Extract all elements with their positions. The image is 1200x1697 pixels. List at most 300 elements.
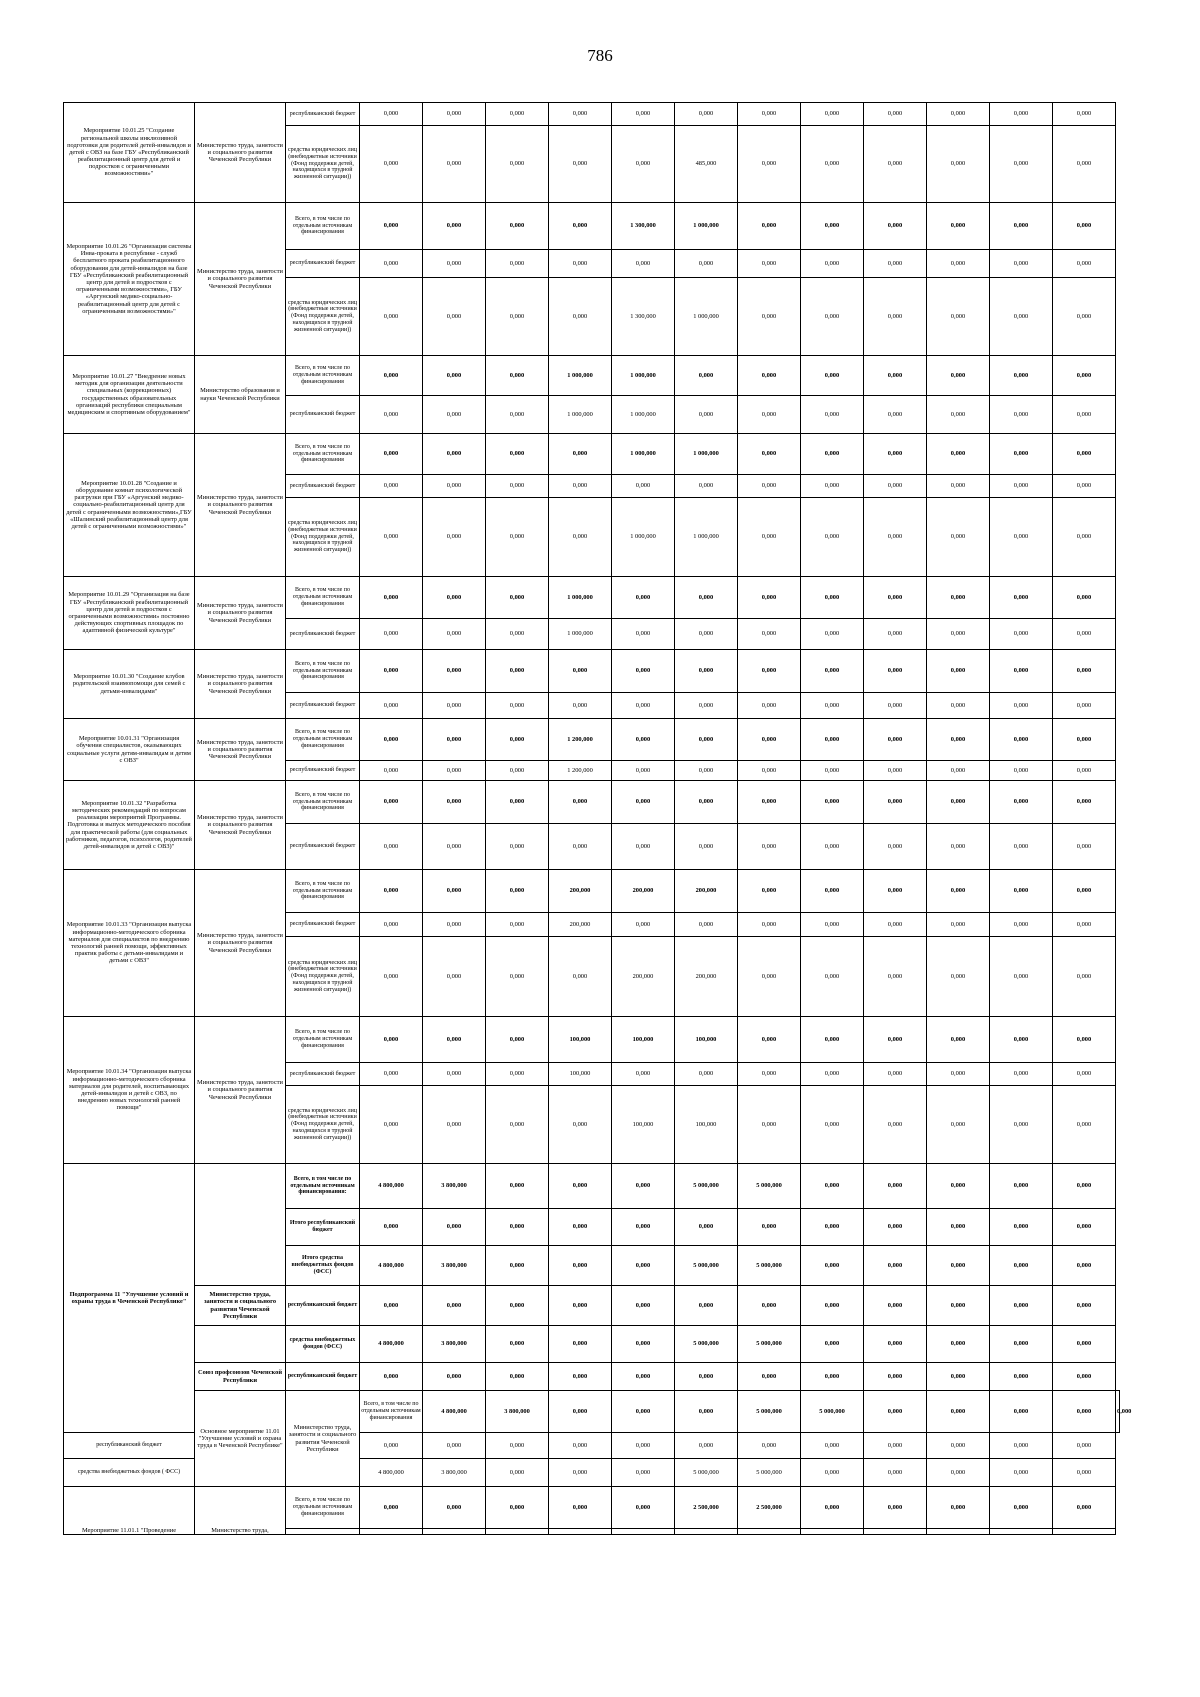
table-row [64,719,1120,761]
amount-cell: 0,000 [927,1063,990,1086]
amount-cell: 0,000 [423,693,486,719]
amount-cell: 5 000,000 [738,1326,801,1363]
amount-cell: 0,000 [801,1063,864,1086]
amount-cell: 0,000 [549,1459,612,1487]
amount-cell: 0,000 [927,1246,990,1286]
amount-cell: 0,000 [801,1246,864,1286]
amount-cell: 200,000 [612,870,675,913]
amount-cell: 0,000 [801,719,864,761]
amount-cell: 0,000 [675,761,738,781]
responsible-executor-cell: Министерство труда, занятости и социального развития Чеченской Республики [195,577,286,650]
amount-cell: 0,000 [486,650,549,693]
amount-cell: 0,000 [549,1433,612,1459]
amount-cell: 0,000 [990,870,1053,913]
amount-cell: 0,000 [1053,1286,1116,1326]
responsible-executor-cell: Министерство образования и науки Чеченской Республики [195,356,286,434]
amount-cell: 1 000,000 [549,396,612,434]
amount-cell: 0,000 [486,761,549,781]
amount-cell: 0,000 [990,1433,1053,1459]
amount-cell: 0,000 [738,824,801,870]
activity-name-cell: Мероприятие 10.01.31 "Организация обучения специалистов, оказывающих социальные услуги детям-инвалидам и детям с ОВЗ" [64,719,195,781]
amount-cell: 0,000 [360,870,423,913]
amount-cell: 0,000 [864,913,927,937]
amount-cell: 0,000 [1053,913,1116,937]
table-row [64,356,1120,396]
amount-cell: 0,000 [360,250,423,278]
amount-cell: 0,000 [801,1086,864,1164]
amount-cell: 0,000 [423,781,486,824]
table-row [64,1326,1120,1363]
amount-cell: 0,000 [864,1391,927,1433]
amount-cell: 0,000 [675,250,738,278]
amount-cell: 0,000 [612,650,675,693]
amount-cell: 0,000 [612,719,675,761]
amount-cell: 0,000 [486,870,549,913]
amount-cell: 1 000,000 [675,278,738,356]
amount-cell: 0,000 [423,250,486,278]
amount-cell: 0,000 [486,126,549,203]
amount-cell: 0,000 [801,1326,864,1363]
amount-cell: 0,000 [1116,1391,1120,1433]
amount-cell: 0,000 [927,1164,990,1209]
amount-cell: 0,000 [801,1433,864,1459]
amount-cell: 0,000 [423,577,486,619]
funding-source-cell: республиканский бюджет [286,103,360,126]
amount-cell: 0,000 [549,1086,612,1164]
amount-cell: 0,000 [549,475,612,498]
amount-cell: 4 800,000 [360,1326,423,1363]
amount-cell: 0,000 [864,1246,927,1286]
amount-cell: 0,000 [864,356,927,396]
activity-name-cell: Мероприятие 10.01.25 "Создание региональной школы инклюзивной подготовки для родителей детей-инвалидов и детей с ОВЗ на базе ГБУ «Республиканский реабилитационный центр для детей и подростков с ограниченными возможностями»" [64,103,195,203]
amount-cell: 4 800,000 [360,1246,423,1286]
amount-cell: 0,000 [675,1286,738,1326]
amount-cell: 0,000 [486,619,549,650]
amount-cell: 0,000 [486,781,549,824]
amount-cell: 0,000 [1053,1246,1116,1286]
amount-cell: 0,000 [738,1017,801,1063]
amount-cell: 1 000,000 [675,434,738,475]
funding-source-cell: республиканский бюджет [286,396,360,434]
amount-cell: 0,000 [738,103,801,126]
amount-cell: 0,000 [927,577,990,619]
amount-cell: 0,000 [738,278,801,356]
page-number: 786 [587,46,613,65]
amount-cell: 0,000 [801,870,864,913]
table-row [64,1286,1120,1326]
amount-cell: 0,000 [1053,870,1116,913]
amount-cell: 0,000 [612,1487,675,1529]
amount-cell: 0,000 [423,870,486,913]
amount-cell: 0,000 [549,1209,612,1246]
funding-source-cell: республиканский бюджет [286,913,360,937]
amount-cell: 0,000 [612,761,675,781]
funding-source-cell: средства внебюджетных фондов ( ФСС) [64,1459,195,1487]
amount-cell: 0,000 [801,650,864,693]
amount-cell: 0,000 [738,913,801,937]
amount-cell: 0,000 [1053,1433,1116,1459]
amount-cell: 200,000 [612,937,675,1017]
amount-cell: 0,000 [801,356,864,396]
amount-cell: 5 000,000 [738,1246,801,1286]
amount-cell [864,1529,927,1535]
amount-cell: 0,000 [360,781,423,824]
amount-cell: 0,000 [675,577,738,619]
amount-cell: 0,000 [486,475,549,498]
funding-source-cell: республиканский бюджет [286,1063,360,1086]
amount-cell: 0,000 [738,693,801,719]
funding-source-cell: республиканский бюджет [286,475,360,498]
funding-source-cell: Всего, в том числе по отдельным источникам финансирования [286,356,360,396]
amount-cell: 0,000 [423,1487,486,1529]
funding-source-cell: республиканский бюджет [286,1286,360,1326]
amount-cell: 1 300,000 [612,203,675,250]
amount-cell: 0,000 [1053,475,1116,498]
amount-cell: 0,000 [864,761,927,781]
amount-cell: 0,000 [1053,434,1116,475]
amount-cell: 0,000 [864,577,927,619]
amount-cell: 0,000 [990,650,1053,693]
amount-cell: 0,000 [1053,619,1116,650]
amount-cell: 0,000 [612,1363,675,1391]
amount-cell: 0,000 [612,1286,675,1326]
responsible-executor-cell: Министерство труда, занятости и социального развития Чеченской Республики [195,203,286,356]
amount-cell: 0,000 [1053,1459,1116,1487]
responsible-executor-cell: Министерство труда, занятости и социального развития Чеченской Республики [195,870,286,1017]
amount-cell: 1 000,000 [549,577,612,619]
amount-cell: 0,000 [801,103,864,126]
amount-cell: 1 200,000 [549,761,612,781]
funding-source-cell: средства юридических лиц (внебюджетные источники (Фонд поддержки детей, находящихся в трудной жизненной ситуации)) [286,1086,360,1164]
amount-cell: 0,000 [990,250,1053,278]
table-row [64,1017,1120,1063]
table-row [64,1391,1120,1433]
amount-cell: 0,000 [1053,498,1116,577]
amount-cell: 100,000 [675,1017,738,1063]
amount-cell: 0,000 [612,475,675,498]
amount-cell: 0,000 [990,781,1053,824]
amount-cell: 0,000 [423,475,486,498]
amount-cell: 0,000 [927,1086,990,1164]
amount-cell: 0,000 [1053,1063,1116,1086]
amount-cell: 0,000 [1053,824,1116,870]
amount-cell: 0,000 [486,577,549,619]
amount-cell: 0,000 [423,203,486,250]
amount-cell: 3 800,000 [423,1164,486,1209]
amount-cell: 0,000 [360,498,423,577]
amount-cell: 3 800,000 [423,1246,486,1286]
responsible-executor-cell: Министерство труда, занятости и социального развития Чеченской Республики [195,1286,286,1326]
amount-cell: 5 000,000 [675,1459,738,1487]
amount-cell: 0,000 [864,781,927,824]
amount-cell: 0,000 [675,475,738,498]
funding-source-cell: Всего, в том числе по отдельным источникам финансирования [286,1017,360,1063]
responsible-executor-cell: Министерство труда, занятости и социального развития Чеченской Республики [195,650,286,719]
amount-cell: 0,000 [486,937,549,1017]
amount-cell: 0,000 [1053,577,1116,619]
amount-cell: 1 000,000 [612,498,675,577]
amount-cell: 0,000 [990,278,1053,356]
amount-cell: 0,000 [738,126,801,203]
amount-cell: 0,000 [612,913,675,937]
funding-source-cell: Всего, в том числе по отдельным источникам финансирования: [286,1164,360,1209]
responsible-executor-cell: Министерство труда, [195,1487,286,1535]
amount-cell: 0,000 [927,250,990,278]
funding-source-cell: средства юридических лиц (внебюджетные источники (Фонд поддержки детей, находящихся в трудной жизненной ситуации)) [286,126,360,203]
amount-cell: 0,000 [801,126,864,203]
amount-cell: 0,000 [549,1326,612,1363]
funding-source-cell: Всего, в том числе по отдельным источникам финансирования [286,650,360,693]
responsible-executor-cell: Министерство труда, занятости и социального развития Чеченской Республики [195,1017,286,1164]
amount-cell: 0,000 [864,937,927,1017]
amount-cell: 0,000 [423,719,486,761]
amount-cell: 0,000 [1053,203,1116,250]
amount-cell: 5 000,000 [675,1164,738,1209]
amount-cell: 0,000 [360,650,423,693]
amount-cell [990,1529,1053,1535]
amount-cell: 0,000 [801,203,864,250]
amount-cell: 0,000 [738,781,801,824]
amount-cell: 0,000 [675,719,738,761]
activity-name-cell: Основное мероприятие 11.01 "Улучшение условий и охрана труда в Чеченской Республике" [195,1391,286,1487]
amount-cell: 0,000 [738,870,801,913]
amount-cell: 0,000 [990,1246,1053,1286]
amount-cell: 0,000 [990,203,1053,250]
amount-cell: 0,000 [1053,781,1116,824]
amount-cell: 0,000 [801,761,864,781]
funding-source-cell: Итого средства внебюджетных фондов (ФСС) [286,1246,360,1286]
amount-cell: 0,000 [801,1017,864,1063]
amount-cell: 0,000 [864,693,927,719]
amount-cell: 0,000 [801,824,864,870]
amount-cell: 0,000 [927,278,990,356]
amount-cell: 200,000 [549,870,612,913]
amount-cell: 0,000 [801,619,864,650]
amount-cell: 0,000 [486,434,549,475]
amount-cell: 0,000 [927,1326,990,1363]
amount-cell: 0,000 [486,1017,549,1063]
amount-cell: 0,000 [1053,719,1116,761]
amount-cell: 0,000 [801,1459,864,1487]
table-row [64,203,1120,250]
funding-source-cell: Всего, в том числе по отдельным источникам финансирования [286,781,360,824]
funding-source-cell: Всего, в том числе по отдельным источникам финансирования [286,577,360,619]
amount-cell: 4 800,000 [360,1459,423,1487]
amount-cell: 0,000 [675,103,738,126]
amount-cell: 0,000 [612,250,675,278]
amount-cell: 100,000 [612,1086,675,1164]
amount-cell: 0,000 [801,1363,864,1391]
amount-cell: 0,000 [486,1246,549,1286]
amount-cell: 0,000 [486,1209,549,1246]
responsible-executor-cell: Министерство труда, занятости и социального развития Чеченской Республики [195,434,286,577]
amount-cell: 0,000 [486,1363,549,1391]
amount-cell [549,1529,612,1535]
amount-cell: 0,000 [990,1209,1053,1246]
amount-cell [927,1529,990,1535]
activity-name-cell: Мероприятие 10.01.32 "Разработка методических рекомендаций по вопросам реализации мероприятий Программы. Подготовка и выпуск методического пособия для практической работы (для социальных работников, педагогов, психологов, родителей детей-инвалидов и детей с ОВЗ)" [64,781,195,870]
amount-cell: 0,000 [864,1164,927,1209]
amount-cell: 0,000 [1053,1017,1116,1063]
amount-cell: 0,000 [423,434,486,475]
table-row [64,434,1120,475]
amount-cell: 100,000 [675,1086,738,1164]
amount-cell: 200,000 [549,913,612,937]
amount-cell: 0,000 [864,1063,927,1086]
table-row [64,1164,1120,1209]
amount-cell: 0,000 [423,126,486,203]
amount-cell: 0,000 [612,1209,675,1246]
amount-cell: 0,000 [738,498,801,577]
amount-cell: 0,000 [738,250,801,278]
funding-source-cell: Итого республиканский бюджет [286,1209,360,1246]
amount-cell: 0,000 [801,1164,864,1209]
amount-cell: 0,000 [549,937,612,1017]
amount-cell: 0,000 [927,1459,990,1487]
activity-name-cell: Мероприятие 10.01.26 "Организация системы Инва-проката в республике - служб бесплатного проката реабилитационного оборудования для детей-инвалидов на базе ГБУ «Республиканский реабилитационный центр для детей и подростков с ограниченными возможностями», ГБУ «Аргунский медико-социально-реабилитационный центр для детей с ограниченными возможностями»" [64,203,195,356]
responsible-executor-cell: Министерство труда, занятости и социального развития Чеченской Республики [195,781,286,870]
funding-source-cell: средства внебюджетных фондов (ФСС) [286,1326,360,1363]
amount-cell: 0,000 [738,203,801,250]
amount-cell: 0,000 [423,824,486,870]
amount-cell: 0,000 [864,434,927,475]
amount-cell [738,1529,801,1535]
amount-cell: 0,000 [360,693,423,719]
amount-cell: 0,000 [612,1246,675,1286]
amount-cell: 0,000 [927,1017,990,1063]
amount-cell: 0,000 [990,1017,1053,1063]
financing-table-container [63,102,1132,1665]
amount-cell: 0,000 [360,577,423,619]
funding-source-cell: средства юридических лиц (внебюджетные источники (Фонд поддержки детей, находящихся в трудной жизненной ситуации)) [286,278,360,356]
amount-cell: 0,000 [864,250,927,278]
amount-cell: 0,000 [864,203,927,250]
amount-cell: 0,000 [864,1017,927,1063]
amount-cell: 0,000 [423,396,486,434]
amount-cell: 0,000 [927,126,990,203]
amount-cell: 0,000 [675,356,738,396]
amount-cell [801,1529,864,1535]
amount-cell: 0,000 [549,434,612,475]
amount-cell: 0,000 [864,475,927,498]
amount-cell: 0,000 [549,1246,612,1286]
amount-cell: 0,000 [801,1487,864,1529]
amount-cell: 0,000 [675,1433,738,1459]
amount-cell: 0,000 [990,1487,1053,1529]
amount-cell: 0,000 [801,781,864,824]
amount-cell: 0,000 [612,1391,675,1433]
funding-source-cell [286,1529,360,1535]
amount-cell: 0,000 [486,1286,549,1326]
amount-cell: 0,000 [864,1286,927,1326]
amount-cell: 0,000 [423,761,486,781]
amount-cell: 0,000 [423,498,486,577]
amount-cell: 3 800,000 [486,1391,549,1433]
amount-cell: 0,000 [423,1433,486,1459]
amount-cell: 0,000 [927,498,990,577]
amount-cell: 0,000 [1053,693,1116,719]
amount-cell: 0,000 [864,870,927,913]
amount-cell: 0,000 [801,937,864,1017]
amount-cell: 0,000 [360,1487,423,1529]
amount-cell: 2 500,000 [738,1487,801,1529]
amount-cell: 0,000 [1053,278,1116,356]
amount-cell: 0,000 [675,396,738,434]
financing-table [63,102,1132,1535]
amount-cell: 0,000 [360,1063,423,1086]
amount-cell: 0,000 [612,619,675,650]
amount-cell: 0,000 [990,824,1053,870]
amount-cell: 200,000 [675,937,738,1017]
activity-name-cell: Мероприятие 10.01.33 "Организация выпуска информационно-методического сборника материалов для специалистов по внедрению технологий ранней помощи, эффективных практик работы с детьми-инвалидами и детьми с ОВЗ" [64,870,195,1017]
amount-cell: 0,000 [549,650,612,693]
amount-cell: 0,000 [675,619,738,650]
amount-cell: 0,000 [990,396,1053,434]
amount-cell: 0,000 [1053,937,1116,1017]
amount-cell: 0,000 [486,693,549,719]
amount-cell: 0,000 [360,1209,423,1246]
amount-cell: 0,000 [738,356,801,396]
amount-cell: 0,000 [612,577,675,619]
amount-cell: 0,000 [927,434,990,475]
amount-cell: 1 000,000 [612,396,675,434]
table-row [64,781,1120,824]
amount-cell: 0,000 [990,913,1053,937]
amount-cell: 0,000 [486,824,549,870]
amount-cell: 1 000,000 [549,356,612,396]
amount-cell: 0,000 [423,278,486,356]
table-row [64,1487,1120,1529]
amount-cell: 0,000 [990,1086,1053,1164]
amount-cell: 0,000 [864,824,927,870]
amount-cell: 0,000 [927,1487,990,1529]
responsible-executor-cell: Министерство труда, занятости и социального развития Чеченской Республики [195,719,286,781]
amount-cell: 0,000 [927,913,990,937]
amount-cell: 1 000,000 [549,619,612,650]
amount-cell: 0,000 [612,1326,675,1363]
funding-source-cell: республиканский бюджет [286,250,360,278]
amount-cell: 0,000 [927,824,990,870]
amount-cell: 1 000,000 [675,498,738,577]
table-row [64,870,1120,913]
amount-cell: 0,000 [1053,1391,1116,1433]
amount-cell: 0,000 [864,126,927,203]
amount-cell: 0,000 [738,1063,801,1086]
amount-cell: 0,000 [549,126,612,203]
amount-cell: 5 000,000 [675,1246,738,1286]
amount-cell [360,1529,423,1535]
amount-cell: 0,000 [486,913,549,937]
funding-source-cell: средства юридических лиц (внебюджетные источники (Фонд поддержки детей, находящихся в трудной жизненной ситуации)) [286,937,360,1017]
amount-cell: 0,000 [612,824,675,870]
amount-cell: 0,000 [738,475,801,498]
amount-cell: 0,000 [612,126,675,203]
funding-source-cell: Всего, в том числе по отдельным источникам финансирования [286,719,360,761]
funding-source-cell: средства юридических лиц (внебюджетные источники (Фонд поддержки детей, находящихся в трудной жизненной ситуации)) [286,498,360,577]
amount-cell: 0,000 [801,693,864,719]
amount-cell: 0,000 [1053,1209,1116,1246]
amount-cell: 0,000 [738,719,801,761]
amount-cell: 0,000 [423,619,486,650]
responsible-executor-cell [195,1326,286,1363]
amount-cell: 0,000 [801,475,864,498]
amount-cell: 0,000 [1053,1363,1116,1391]
amount-cell: 0,000 [927,1433,990,1459]
amount-cell: 5 000,000 [675,1326,738,1363]
amount-cell: 0,000 [486,203,549,250]
amount-cell: 5 000,000 [801,1391,864,1433]
amount-cell: 0,000 [738,761,801,781]
